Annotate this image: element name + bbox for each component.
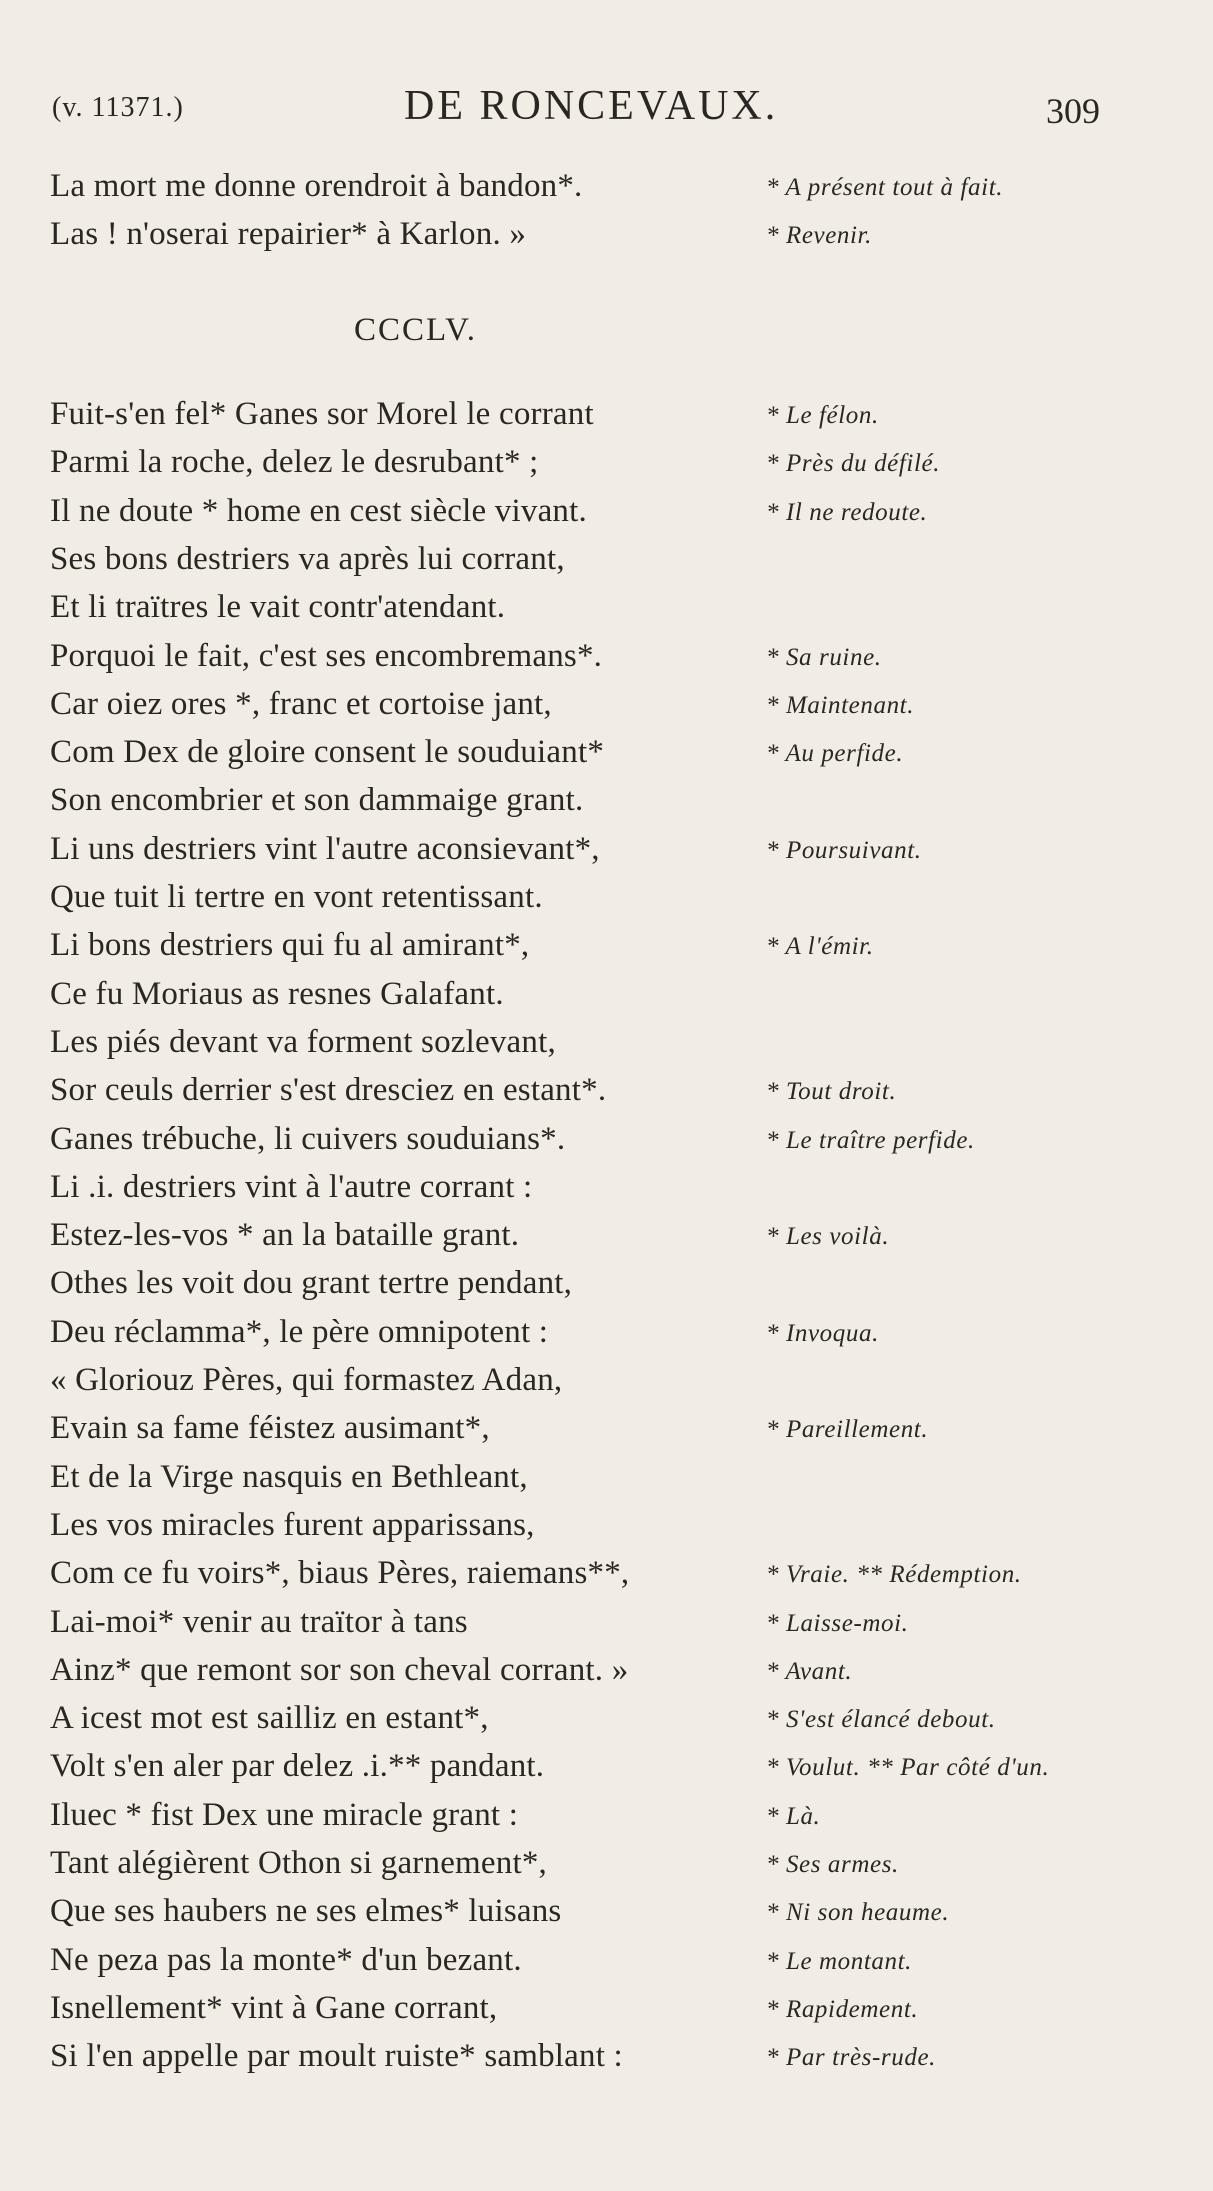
marginal-gloss: * Là. <box>766 1802 821 1830</box>
marginal-gloss: * Pareillement. <box>766 1416 929 1444</box>
marginal-gloss: * Le traître perfide. <box>766 1126 975 1154</box>
marginal-gloss: * Avant. <box>766 1657 853 1685</box>
marginal-gloss: * Il ne redoute. <box>766 498 928 526</box>
verse-line: Las ! n'oserai repairier* à Karlon. » <box>50 215 527 252</box>
marginal-gloss: * A présent tout à fait. <box>766 174 1004 201</box>
page-number: 309 <box>1046 91 1100 131</box>
verse-line: Com Dex de gloire consent le souduiant* <box>50 734 605 771</box>
verse-line: La mort me donne orendroit à bandon*. <box>50 168 583 204</box>
verse-line: Les piés devant va forment sozlevant, <box>50 1023 556 1060</box>
verse-line: Que ses haubers ne ses elmes* luisans <box>50 1893 562 1930</box>
verse-line: Li .i. destriers vint à l'autre corrant : <box>50 1168 533 1205</box>
marginal-gloss: * Ni son heaume. <box>766 1899 950 1927</box>
verse-line: « Gloriouz Pères, qui formastez Adan, <box>50 1362 563 1398</box>
marginal-gloss: * Sa ruine. <box>766 643 882 671</box>
marginal-gloss: * Voulut. ** Par côté d'un. <box>766 1754 1050 1782</box>
running-title: DE RONCEVAUX. <box>404 83 779 129</box>
marginal-gloss: * Ses armes. <box>766 1851 899 1878</box>
marginal-gloss: * Vraie. ** Rédemption. <box>766 1561 1022 1589</box>
marginal-gloss: * Le félon. <box>766 402 879 429</box>
verse-line: Deu réclamma*, le père omnipotent : <box>50 1313 549 1350</box>
verse-line: Parmi la roche, delez le desrubant* ; <box>50 444 539 481</box>
verse-line: Les vos miracles furent apparissans, <box>50 1506 535 1543</box>
verse-line: Isnellement* vint à Gane corrant, <box>50 1989 498 2026</box>
marginal-gloss: * Maintenant. <box>766 691 915 719</box>
marginal-gloss: * Par très-rude. <box>766 2044 937 2072</box>
verse-range: (v. 11371.) <box>52 92 184 123</box>
verse-line: Li uns destriers vint l'autre aconsievant*, <box>50 830 600 867</box>
verse-line: Et de la Virge nasquis en Bethleant, <box>50 1458 528 1495</box>
verse-line: Volt s'en aler par delez .i.** pandant. <box>50 1748 545 1785</box>
verse-line: Si l'en appelle par moult ruiste* samblant : <box>50 2038 623 2075</box>
section-heading: CCCLV. <box>354 312 477 348</box>
verse-line: Ainz* que remont sor son cheval corrant. » <box>50 1651 629 1688</box>
marginal-gloss: * Laisse-moi. <box>766 1609 909 1637</box>
verse-line: Que tuit li tertre en vont retentissant. <box>50 879 543 915</box>
marginal-gloss: * Près du défilé. <box>766 450 941 478</box>
marginal-gloss: * Au perfide. <box>766 740 904 768</box>
verse-line: Il ne doute * home en cest siècle vivant. <box>50 492 587 529</box>
marginal-gloss: * Tout droit. <box>766 1078 897 1106</box>
verse-line: Porquoi le fait, c'est ses encombremans*. <box>50 637 603 674</box>
page-header <box>0 82 1213 142</box>
verse-line: Othes les voit dou grant tertre pendant, <box>50 1265 573 1302</box>
marginal-gloss: * Le montant. <box>766 1947 912 1975</box>
verse-line: Com ce fu voirs*, biaus Pères, raiemans**, <box>50 1555 630 1592</box>
verse-line: Fuit-s'en fel* Ganes sor Morel le corrant <box>50 396 594 432</box>
verse-line: Et li traïtres le vait contr'atendant. <box>50 589 506 626</box>
verse-line: Sor ceuls derrier s'est dresciez en estant*. <box>50 1072 607 1109</box>
marginal-gloss: * Les voilà. <box>766 1223 890 1251</box>
verse-line: Estez-les-vos * an la bataille grant. <box>50 1217 520 1254</box>
verse-line: Lai-moi* venir au traïtor à tans <box>50 1603 468 1640</box>
verse-line: Ne peza pas la monte* d'un bezant. <box>50 1941 522 1978</box>
marginal-gloss: * A l'émir. <box>766 933 874 961</box>
marginal-gloss: * Invoqua. <box>766 1319 879 1347</box>
verse-line: Ce fu Moriaus as resnes Galafant. <box>50 975 504 1012</box>
verse-line: Evain sa fame féistez ausimant*, <box>50 1410 490 1447</box>
verse-line: Car oiez ores *, franc et cortoise jant, <box>50 685 552 722</box>
verse-line: Ses bons destriers va après lui corrant, <box>50 540 565 577</box>
verse-line: A icest mot est sailliz en estant*, <box>50 1700 489 1737</box>
verse-line: Tant alégièrent Othon si garnement*, <box>50 1845 547 1881</box>
marginal-gloss: * Revenir. <box>766 221 872 249</box>
marginal-gloss: * Rapidement. <box>766 1995 919 2023</box>
marginal-gloss: * Poursuivant. <box>766 836 922 864</box>
marginal-gloss: * S'est élancé debout. <box>766 1706 996 1734</box>
verse-line: Li bons destriers qui fu al amirant*, <box>50 927 530 964</box>
verse-line: Ganes trébuche, li cuivers souduians*. <box>50 1120 566 1157</box>
verse-line: Iluec * fist Dex une miracle grant : <box>50 1796 519 1833</box>
verse-line: Son encombrier et son dammaige grant. <box>50 782 584 819</box>
